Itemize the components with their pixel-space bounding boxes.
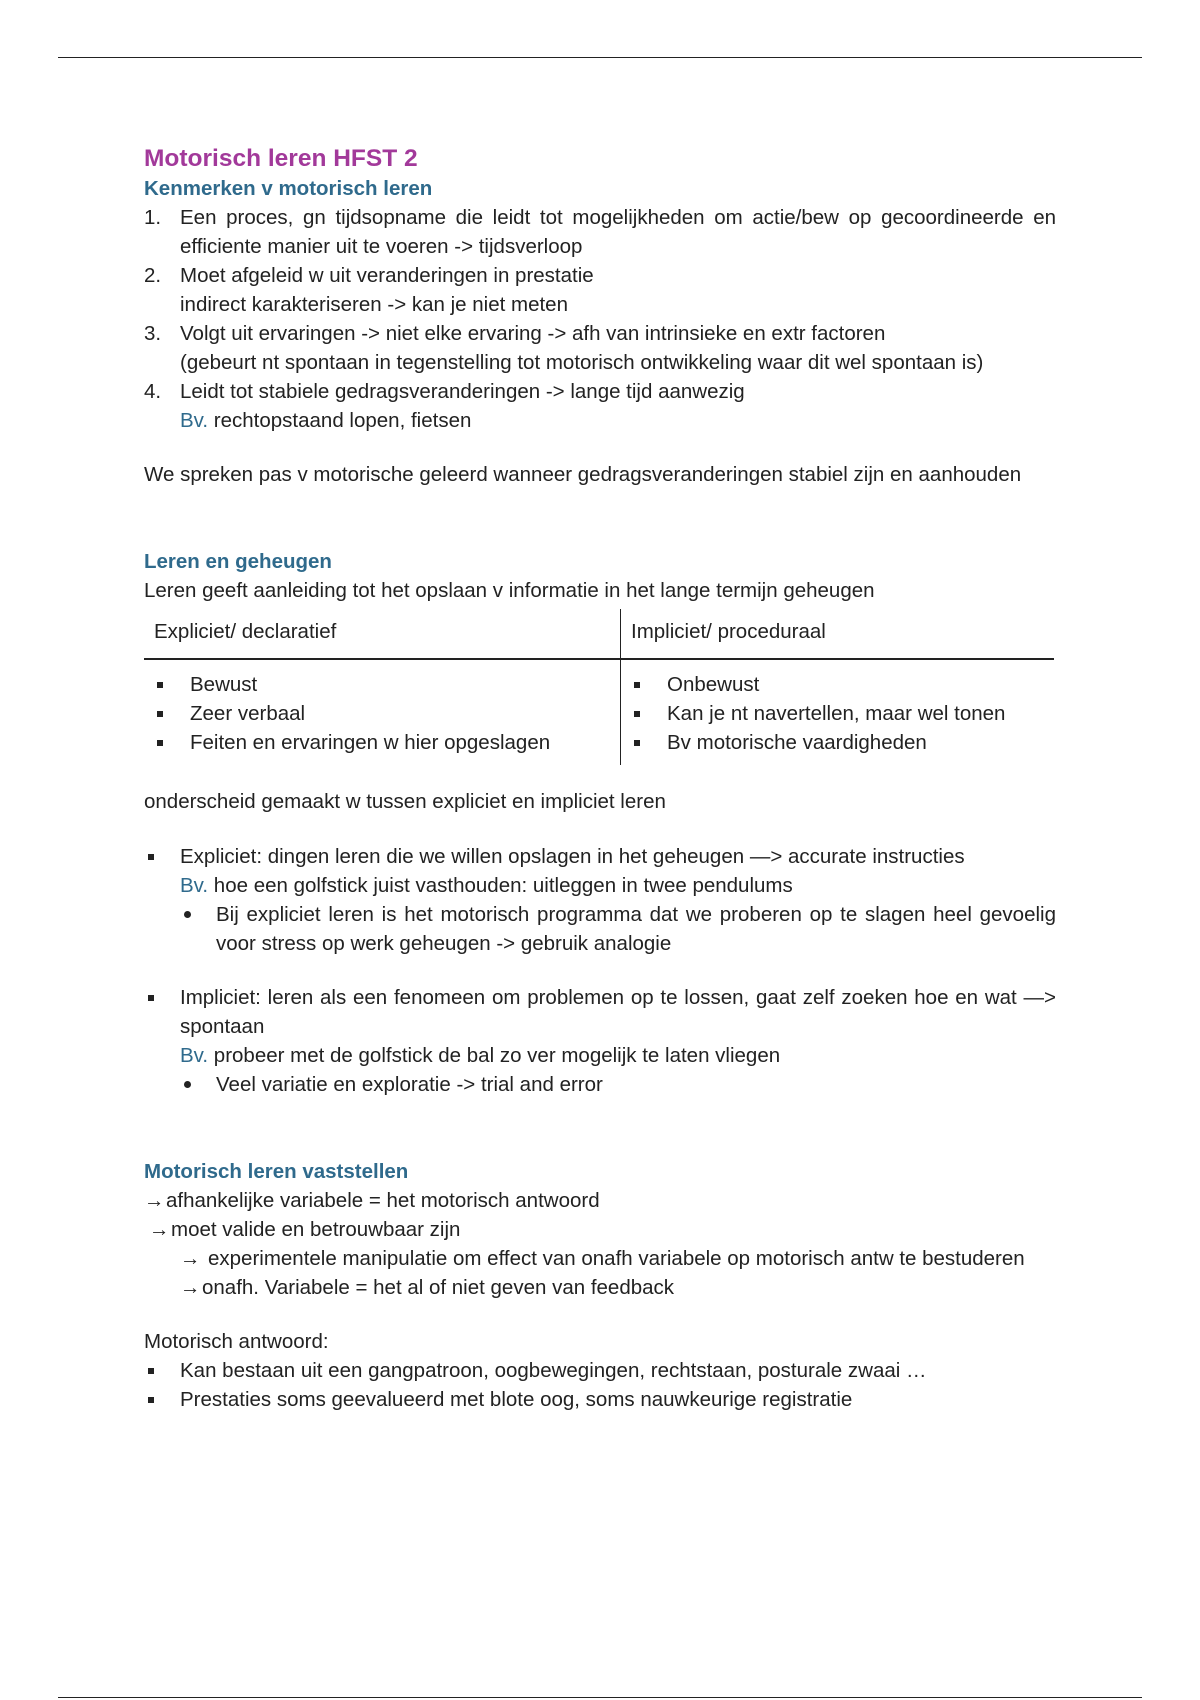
table-cell-implicit	[621, 659, 1055, 765]
list-item: 2. Moet afgeleid w uit veranderingen in prestatie indirect karakteriseren -> kan je niet meten	[144, 264, 594, 316]
table-cell-explicit	[144, 659, 621, 765]
list-item: 1. Een proces, gn tijdsopname die leidt tot mogelijkheden om actie/bew op gecoordineerde en efficiente manier uit te voeren -> tijdsverloop	[144, 206, 1056, 258]
arrow-right-icon: →	[144, 1189, 165, 1212]
sub-list	[180, 900, 1056, 958]
table-header-implicit: Impliciet/ proceduraal	[621, 609, 1055, 659]
footer-rule	[58, 1697, 1142, 1698]
arrow-line: →onafh. Variabele = het al of niet geven van feedback	[144, 1273, 1056, 1302]
bullet-dot-icon	[184, 911, 191, 918]
section-heading-kenmerken: Kenmerken v motorisch leren	[144, 177, 433, 200]
page-title: Motorisch leren HFST 2	[144, 145, 418, 172]
distinction-paragraph: onderscheid gemaakt w tussen expliciet en impliciet leren	[144, 790, 666, 813]
header-rule	[58, 57, 1142, 58]
example-label: Bv.	[180, 409, 209, 432]
list-item: 3. Volgt uit ervaringen -> niet elke ervaring -> afh van intrinsieke en extr factoren (gebeurt nt spontaan in tegenstelling tot motorisch ontwikkeling waar dit wel spontaan is)	[144, 322, 984, 374]
table-list-item: Bewust	[144, 670, 620, 699]
list-item: Impliciet: leren als een fenomeen om problemen op te lossen, gaat zelf zoeken hoe en wat —> spontaan Bv. probeer met de golfstick de bal zo ver mogelijk te laten vliegen Veel variatie en exploratie -> trial and error	[144, 983, 1056, 1099]
bullet-square-icon	[148, 1368, 154, 1374]
bullet-square-icon	[148, 1397, 154, 1403]
list-item: 4. Leidt tot stabiele gedragsveranderingen -> lange tijd aanwezig Bv. rechtopstaand lopen, fietsen	[144, 380, 745, 432]
intro-paragraph: Leren geeft aanleiding tot het opslaan v informatie in het lange termijn geheugen	[144, 579, 875, 602]
list-item: Expliciet: dingen leren die we willen opslagen in het geheugen —> accurate instructies Bv. hoe een golfstick juist vasthouden: uitleggen in twee pendulums Bij expliciet leren is het motorisch programma dat we proberen op te slagen heel gevoelig voor stress op werk geheugen -> gebruik analogie	[144, 842, 1056, 958]
document-body	[144, 144, 1056, 1414]
arrow-right-icon: →	[149, 1218, 170, 1241]
list-item: Prestaties soms geevalueerd met blote oog, soms nauwkeurige registratie	[144, 1385, 1056, 1414]
kenmerken-list	[144, 203, 1056, 435]
arrow-line: →afhankelijke variabele = het motorisch antwoord	[144, 1186, 1056, 1215]
answer-label: Motorisch antwoord:	[144, 1330, 329, 1353]
bullet-square-icon	[148, 995, 154, 1001]
list-item: Veel variatie en exploratie -> trial and error	[180, 1070, 1056, 1099]
arrow-right-icon: →	[180, 1247, 201, 1270]
arrow-line: → experimentele manipulatie om effect van onafh variabele op motorisch antw te bestuderen	[144, 1244, 1056, 1273]
implicit-list	[144, 983, 1056, 1099]
bullet-dot-icon	[184, 1081, 191, 1088]
table-list-item: Bv motorische vaardigheden	[621, 728, 1054, 757]
list-item: Kan bestaan uit een gangpatroon, oogbewegingen, rechtstaan, posturale zwaai …	[144, 1356, 1056, 1385]
section-heading-vaststellen: Motorisch leren vaststellen	[144, 1160, 409, 1183]
table-list-item: Zeer verbaal	[144, 699, 620, 728]
table-list-item: Kan je nt navertellen, maar wel tonen	[621, 699, 1054, 728]
arrow-right-icon: →	[180, 1276, 201, 1299]
table-list-item: Onbewust	[621, 670, 1054, 699]
conclusion-paragraph: We spreken pas v motorische geleerd wanneer gedragsveranderingen stabiel zijn en aanhouden	[144, 463, 1022, 486]
list-item: Bij expliciet leren is het motorisch programma dat we proberen op te slagen heel gevoelig voor stress op werk geheugen -> gebruik analogie	[180, 900, 1056, 958]
table-list-item: Feiten en ervaringen w hier opgeslagen	[144, 728, 620, 757]
answer-list	[144, 1356, 1056, 1414]
memory-table	[144, 609, 1054, 765]
bullet-square-icon	[148, 854, 154, 860]
table-header-explicit: Expliciet/ declaratief	[144, 609, 621, 659]
arrow-line: →moet valide en betrouwbaar zijn	[144, 1215, 1056, 1244]
section-heading-leren-geheugen: Leren en geheugen	[144, 550, 332, 573]
example-label: Bv.	[180, 874, 209, 897]
explicit-list	[144, 842, 1056, 958]
sub-list	[180, 1070, 1056, 1099]
example-label: Bv.	[180, 1044, 209, 1067]
